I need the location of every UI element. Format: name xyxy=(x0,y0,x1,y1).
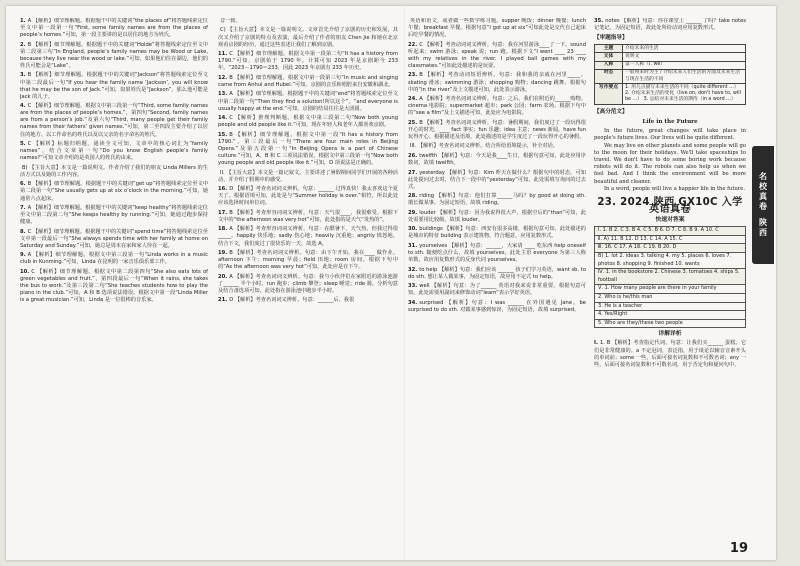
answer-explanation xyxy=(408,210,586,224)
question-number: 35. xyxy=(594,18,604,24)
audit-label: 【审题指导】 xyxy=(594,35,628,42)
answer-heading: 快速对答案 xyxy=(655,217,685,224)
explanation-text: C 【解析】细节理解题。根据文中第一段第二句“It has a history from 1790.”可知，京剧始于 1790 年。计算可知 2023 年是京剧距今 233 年。“2023－1790＝233，因此 2023 年京剧有 233 年历史。 xyxy=(218,51,398,72)
question-number: 3. xyxy=(20,72,26,79)
question-number: 9. xyxy=(20,252,26,259)
answer-explanation xyxy=(218,226,398,247)
guide-key: 主题 xyxy=(595,45,623,53)
answer-explanation xyxy=(20,165,208,179)
question-number: 6. xyxy=(20,181,26,188)
answer-explanation xyxy=(218,297,398,304)
answer-explanation xyxy=(218,274,398,295)
question-number: 18. xyxy=(218,226,228,233)
explanation-text: B 【解析】考查名词词义辨析。句意：暑假期间，我们度过了一段玩得很开心的时光，____ fact 事实；fun 乐趣；idea 主意；news 新闻。have fun 玩得开心。根据描述及语境，此处描述的是学生度过了一段玩得开心的暑假。 xyxy=(408,119,586,140)
guide-key: 文体 xyxy=(595,53,623,61)
answer-explanation xyxy=(408,96,586,117)
guide-value: 1. 用几点描写未来生活的不同（quite different …） 2. 介绍未来生活的变化（live on, don't have to, will be …） 3. 总结对未来生活的期待（in a word …） xyxy=(623,84,746,105)
question-number: 22. xyxy=(408,41,418,48)
question-number: Ⅰ. xyxy=(594,340,599,347)
answer-row: 3. He is a teacher xyxy=(595,302,746,311)
essay-paragraph: In the future, great changes will take place in people's future lives. Our lives will be quite different. xyxy=(594,128,746,142)
explanation-text: A 【解析】细节理解题。根据题干中的关键词“keep healthy”将答题线索定位至文中第二段第二句“She keeps healthy by running.”可知，她通过跑步保持健康。 xyxy=(20,204,208,226)
answer-explanation xyxy=(408,120,586,141)
answer-page xyxy=(6,6,776,560)
explanation-text: 音一致。 xyxy=(220,18,241,24)
answer-explanation xyxy=(408,243,586,264)
question-number: 12. xyxy=(218,74,228,81)
answer-row: Ⅲ. 16. C 17. A 18. C 19. B 20. D xyxy=(595,244,746,253)
essay-label: 【高分范文】 xyxy=(594,108,628,115)
question-number: 14. xyxy=(218,115,228,122)
explanation-text: riding 【解析】句意：他们打算______马吗？by good at doing sth. 擅长做某事。为固定短语，故填 riding。 xyxy=(408,193,586,207)
answer-row: Ⅰ. 1. B 2. C 3. B 4. C 5. B 6. D 7. C 8. B 9. A 10. C xyxy=(595,227,746,236)
question-number: 16. xyxy=(218,186,228,193)
explanation-text: B 【解析】细节理解题。根据题干中的关键词“get up”将答题线索定位至文中第二段第一句“She usually gets up at six o’clock in the morning.”可知，她通常六点起床。 xyxy=(20,181,208,202)
explanation-text: to help 【解析】句意：我们应该 ______ 孩子们学习英语，want sb. to do sth. 想让某人做某事，为固定短语，故应用不定式 to help。 xyxy=(408,266,586,280)
answer-explanation xyxy=(218,51,398,72)
answer-explanation xyxy=(408,153,586,167)
section-side-tab xyxy=(752,146,774,264)
column-4 xyxy=(594,18,746,540)
question-number: 13. xyxy=(218,91,228,98)
explanation-text: D 【解析】考查名词词义辨析。句意：______后，我很 xyxy=(229,297,355,304)
explanation-text: B 【解析】细节理解题。根据文中第一段第三句“In music and singing came from Anhui and Hubei.”可知，京剧的音乐和唱腔来自安徽和湖北。 xyxy=(218,74,398,88)
question-number: 21. xyxy=(218,297,228,304)
question-number: 17. xyxy=(218,209,228,216)
answer-explanation xyxy=(218,75,398,89)
explanation-text: A 【解析】细节理解题。根据题干中的关键词“end”将答题线索定位至文中第二段第一句“Then they find a solution!所以这个”，“and everyone is usually happy at the end.”可知，京剧的结局往往是大团圆。 xyxy=(218,91,398,112)
essay-title: Life in the Future xyxy=(642,119,698,125)
answer-explanation xyxy=(20,42,208,70)
guide-value: 介绍未来的生活 xyxy=(623,45,746,53)
answer-explanation xyxy=(218,210,398,224)
question-number: 24. xyxy=(408,96,418,103)
answer-explanation xyxy=(218,186,398,207)
explanation-text: B) 【主旨大意】本文是一篇说明文。作者介绍了我们的朋友 Linda Millers 的生活方式以及她的工作内容。 xyxy=(20,164,208,178)
answer-row: Ⅱ. A) 11. B 12. D 13. C 14. A 15. C xyxy=(595,235,746,244)
answer-explanation xyxy=(218,132,398,167)
question-number: 29. xyxy=(408,209,418,216)
explanation-text: buildings 【解析】句意：西安有很多高楼，根据句意可知，此处描述的是城市的特征 building 表示建筑物，符合题意，应用复数形式。 xyxy=(408,226,586,240)
page-number: 19 xyxy=(729,541,748,556)
answer-table xyxy=(594,226,746,328)
question-number: 4. xyxy=(20,103,26,110)
explanation-text: well 【解析】句意：为了______ 英语对我来说非常重要。根据句意可知，此处需要用副词来修饰动词“learn”表示学好英语。 xyxy=(408,283,586,297)
answer-explanation xyxy=(20,229,208,250)
answer-explanation xyxy=(594,18,746,32)
explanation-text: B 【解析】细节理解题。根据文中第一段“It has a history from 1790.”，第三段最后一句“There are four main roles in Beijing Opera.”及第五段第一句“In Beijing Opera is a part of Chinese culture.”可知，A、B 和 C 三项说法错误。根据文中第三段第一句“Now both young people and old people like it.”可知，D 项说法是正确的。 xyxy=(218,131,398,167)
question-number: 23. xyxy=(408,72,418,79)
answer-explanation xyxy=(408,143,586,150)
explanation-text: III. 【解析】考查名词词义辨析。结合所给语境提示，补全对话。 xyxy=(410,143,558,150)
answer-explanation xyxy=(408,300,586,314)
side-tab-label: 陕西 xyxy=(758,218,768,238)
answer-explanation xyxy=(408,283,586,297)
explanation-text: yesterday 【解析】句意：Kim 昨天在做什么？根据句中的时态，可知此处提问过去时，结合下一段中的“yesterday”可知，此处需填写询问的过去式。 xyxy=(408,169,586,190)
guide-row xyxy=(595,61,746,69)
explanation-text: II. 【主旨大意】本文是一篇记叙文。主要讲述了暑假期间同学们开展的各种活动，并介绍了假期中的感受。 xyxy=(218,169,398,183)
essay-paragraph: In a word, people will live a happier life in the future. xyxy=(604,185,745,192)
question-number: 31. xyxy=(408,242,418,249)
question-number: 19. xyxy=(218,250,228,257)
column-2 xyxy=(218,18,398,540)
answer-explanation xyxy=(408,72,586,93)
question-number: 8. xyxy=(20,228,26,235)
explanation-text: yourselves 【解析】句意：______，大家请 ____ 吃东西 help oneself to sth. 随便吃点什么，故填 yourselves。此处主语 everyone 为第三人称单数，故应用复数形式的反身代词 yourselves。 xyxy=(408,242,586,264)
exam-title: 23. 2024 陕西 GX10C 入学英语真卷 xyxy=(597,196,743,216)
question-number: 10. xyxy=(20,268,30,275)
answer-explanation xyxy=(20,269,208,304)
answer-explanation xyxy=(218,27,398,48)
answer-row: Ⅴ. 1. How many people are there in your family xyxy=(595,285,746,294)
guide-value: 说明文 xyxy=(623,53,746,61)
question-number: 34. xyxy=(408,299,418,306)
answer-explanation xyxy=(408,18,586,39)
explanation-text: D 【解析】考查名词词义辨析。句意：______ 过得真快！我太喜欢这个夏天了。根据语境可知，此处是与“Summer holiday is over.”相符，所以此处应该选择时间单位词。 xyxy=(218,186,398,207)
explanation-text: notes 【解析】句意：你在课堂上 ______ 了吗？take notes 记笔记，为固定短语，故此处所给动词应用复数形式。 xyxy=(594,18,746,32)
answer-explanation xyxy=(20,181,208,202)
answer-explanation xyxy=(20,72,208,100)
question-number: 20. xyxy=(218,273,228,280)
answer-explanation xyxy=(218,18,398,25)
explanation-text: B 【解析】细节理解题。根据题干中的关键词“Jackson”将答题线索定位至文中第二段最后一句“If you hear the family name ‘Jackson’, you will know that he may be the son of Jack.”可知，如果姓氏是“Jackson”，那么他可能是 Jack 的儿子。 xyxy=(20,72,208,100)
explanation-text: C 【解析】标题归纳题。通读全文可知，文章中的核心词汇为“family names”，结合文章第一句“Do you know English people’s family names?”可知文章介绍的是英国人的姓氏的由来。 xyxy=(20,141,208,162)
question-number: 30. xyxy=(408,226,418,233)
explanation-text: B 【解析】细节理解题。根据题干中的关键词“Holde”将答题线索定位至文中第二段第三句“In England, people’s family names may be Wood or Lake, because they live near the wood or lake.”可知，如果他们住在湖边，他们的姓氏可能会是“Lake”。 xyxy=(20,41,208,69)
guide-row xyxy=(595,84,746,105)
question-number: 32. xyxy=(408,266,418,273)
explanation-text: C) 【主旨大意】本文是一篇说明文。文章首先介绍了京剧的历史和发展，其次又介绍了京剧的特点及表演，最后介绍了作者的朋友 Chen Jie 和她在北京观看京剧的经历，通过这些表述让我们了解到京剧。 xyxy=(218,27,398,48)
answer-explanation xyxy=(20,141,208,162)
answer-row: 2. Who is he/this man xyxy=(595,293,746,302)
answer-explanation xyxy=(218,91,398,112)
explanation-text: surprised 【解析】句意：I was ______ 在外国遇见 Jane。be surprised to do sth. 对做某事感到惊讶，为固定短语，故填 surprised。 xyxy=(408,299,586,313)
answer-explanation xyxy=(20,205,208,226)
column-1 xyxy=(20,18,208,540)
page-fold xyxy=(404,6,405,560)
answer-explanation xyxy=(218,115,398,129)
question-number: 27. xyxy=(408,169,418,176)
question-number: 33. xyxy=(408,283,418,290)
model-essay xyxy=(594,128,746,193)
question-number: 11. xyxy=(218,51,228,58)
explanation-text: A 【解析】考查名词词义辨析。句意：之后，我们在附近的______购物。cinema 电影院；supermarket 超市；park 公园；farm 农场。根据下句中的“see a film”及上文描述可知，此处应为电影院。 xyxy=(408,96,586,117)
answer-explanation xyxy=(408,42,586,70)
question-number: 28. xyxy=(408,193,418,200)
explanation-text: A 【解析】细节理解题。根据文中第三段第一句“Linda works in a music club in Kunming.”可知，Linda 在昆明的一家音乐俱乐部工作。 xyxy=(20,252,208,266)
guide-value: 一般将来时为主 / 介绍未来人们生活的方面及未来生活与现在生活的不同 xyxy=(623,69,746,83)
explanation-text: A 【解析】细节理解题。根据题干中的关键词“the places of”将答题线索定位至文中第一段第一句“First, some family names are from the places of people’s homes.”可知，第一段主要讲的是以居住的地方为姓氏。 xyxy=(20,18,208,39)
answer-explanation xyxy=(594,340,746,368)
question-number: 25. xyxy=(408,119,418,126)
explanation-text: B 【解析】考查形容词词义辨析。句意：天气很____，我很难受。根据下文中的“the afternoon was very hot”可知，此处指的是天气“炎热的”。 xyxy=(218,209,398,223)
answer-explanation xyxy=(20,103,208,138)
guide-value: 第一人称（I, we） xyxy=(623,61,746,69)
guide-row xyxy=(595,45,746,53)
essay-paragraph: We may live on other planets and some people will go to the moon for their holidays. We'll take spaceships to travel. We don't have to do some boring work because robots will do it. The robots can also help us when we feel bad. And I think the environment will be more beautiful and cleaner. xyxy=(594,142,746,185)
answer-explanation xyxy=(408,226,586,240)
question-number: 2. xyxy=(20,41,26,48)
explanation-text: A 【解析】考查形容词词义辨析。句意：在酷暑下，天气热，但我过得很_____。happily 快乐地；sadly 伤心地；heavily 沉重地；angrily 愤怒地。结合下文，我们度过了很快乐的一天，故选 A。 xyxy=(218,226,398,247)
explanation-text: C 【解析】考查动词词义辨析。句意：我在河里游泳____了一下。sound 听起来；swim 游泳；speak 说；run 跑。根据下文“I went ____ 23 ____ with my relatives in the river. I played ball games with my classmates.”可知此处描述的是玩耍。 xyxy=(408,41,586,69)
question-number: 1. xyxy=(20,18,26,24)
explanation-text: louder 【解析】句意：因为我说得很大声，根据空后的“than”可知，此处需要用比较级，故填 louder。 xyxy=(408,209,586,223)
explanation-text: A 【解析】考查名词词义辨析。句意：我与小伙伴们在家附近的游泳池游了______ 半个小时。run 跑步；climb 攀登；sleep 睡觉；ride 骑。分析句意及结合备选项可知，此处指在游泳池中跑步半小时。 xyxy=(218,273,398,294)
answer-row: B) 1. lot 2. ideas 3. talking 4. my 5. places 6. loves 7. photos 8. shopping 9. finished 10. wants xyxy=(595,252,746,268)
guide-key: 写作要点 xyxy=(595,84,623,105)
explanation-text: B 【解析】考查名词词义辨析。句意：由下午开始，我在____ 做作业。afternoon 下午；morning 早晨；field 田地；room 房间。根据下句中的“As the afternoon was very hot”可知，此处应是在下午。 xyxy=(218,250,398,271)
explanation-text: B 【解析】考查动词短语辨析。句意：我和我的亲戚在河里_____。skating 滑冰；swimming 游泳；shopping 购物；dancing 跳舞。根据句中的“in the river”及上文描述可知，此处表示游泳。 xyxy=(408,72,586,93)
explanation-text: 1. B 【解析】考查指定代词。句意：让我们买______ 蛋糕。它们是非常健康的。a 不定冠词，表泛指，用于谈论以辅音音素开头的单词前；some 一些，后面可接名词复数和不可数名词；any 一些，后面可接名词复数和不可数名词，用于否定句和疑问句中。 xyxy=(594,340,746,368)
explanation-text: C 【解析】细节理解题。根据文中第二段第四句“She also eats lots of green vegetables and fruit.”，第四段最后一句“When it rains, she takes the bus to work.”及第三段第二句“She teaches students how to play the piano in the club.”可知，A 和 B 选项说法错误。根据文中第一段“Linda Miller is a great musician.”可知，Linda 是一位很棒的音乐家。 xyxy=(20,268,208,304)
answer-explanation xyxy=(408,267,586,281)
guide-key: 时态 xyxy=(595,69,623,83)
explanation-text: C 【解析】推理判断题。根据文中第三段第二句“Now both young people and old people like it.”可知，现在年轻人和老年人都喜欢京剧。 xyxy=(218,115,398,129)
guide-row xyxy=(595,69,746,83)
question-number: 7. xyxy=(20,204,26,211)
side-tab-label: 名校真卷 xyxy=(758,172,768,212)
answer-explanation xyxy=(408,193,586,207)
column-3 xyxy=(408,18,586,540)
question-number: 26. xyxy=(408,152,418,159)
answer-explanation xyxy=(20,18,208,39)
explanation-heading: 详解详析 xyxy=(658,331,682,338)
explanation-text: twelfth 【解析】句意：今天是我____生日，根据句意可知，此处应用序数词，故填 twelfth。 xyxy=(408,152,586,167)
explanation-text: C 【解析】细节理解题。根据题干中的关键词“spend time”将答题线索定位至文中第一段最后一句“She always spends time with her family at home on Saturday and Sunday.”可知，她总是周末在家和家人待在一起。 xyxy=(20,228,208,249)
answer-explanation xyxy=(408,170,586,191)
guide-key: 人称 xyxy=(595,61,623,69)
answer-explanation xyxy=(218,250,398,271)
answer-row: Ⅳ. 1. in the bookstore 2. Chinese 3. tomatoes 4. ships 5. football xyxy=(595,269,746,285)
question-number: 15. xyxy=(218,131,228,138)
answer-explanation xyxy=(218,170,398,184)
guide-row xyxy=(595,53,746,61)
explanation-text: C 【解析】细节理解题。根据文中第三段第一句“Third, some family names are from the places of people’s homes.”，第四句“Second, family names are from a person’s job.”及第六句“Third, many people get their family names from their fathers’ given names.”可知，第二至四段主要介绍了以居住的地方、以工作命名的姓氏以及以父亲的名字命名的姓氏。 xyxy=(20,103,208,138)
answer-row: 4. Yes/Right xyxy=(595,311,746,320)
explanation-text: 英语和语文，或者做一些数学练习题。supper 晚饭；dinner 晚餐；lunch 午餐；breakfast 早餐。根据句意“I got up at six”可知此处是交代自己起床后吃早餐的情况。 xyxy=(408,18,586,39)
question-number: 5. xyxy=(20,141,26,148)
writing-guide-table xyxy=(594,44,746,105)
answer-row: 5. Who are they/these two people xyxy=(595,319,746,328)
answer-explanation xyxy=(20,252,208,266)
